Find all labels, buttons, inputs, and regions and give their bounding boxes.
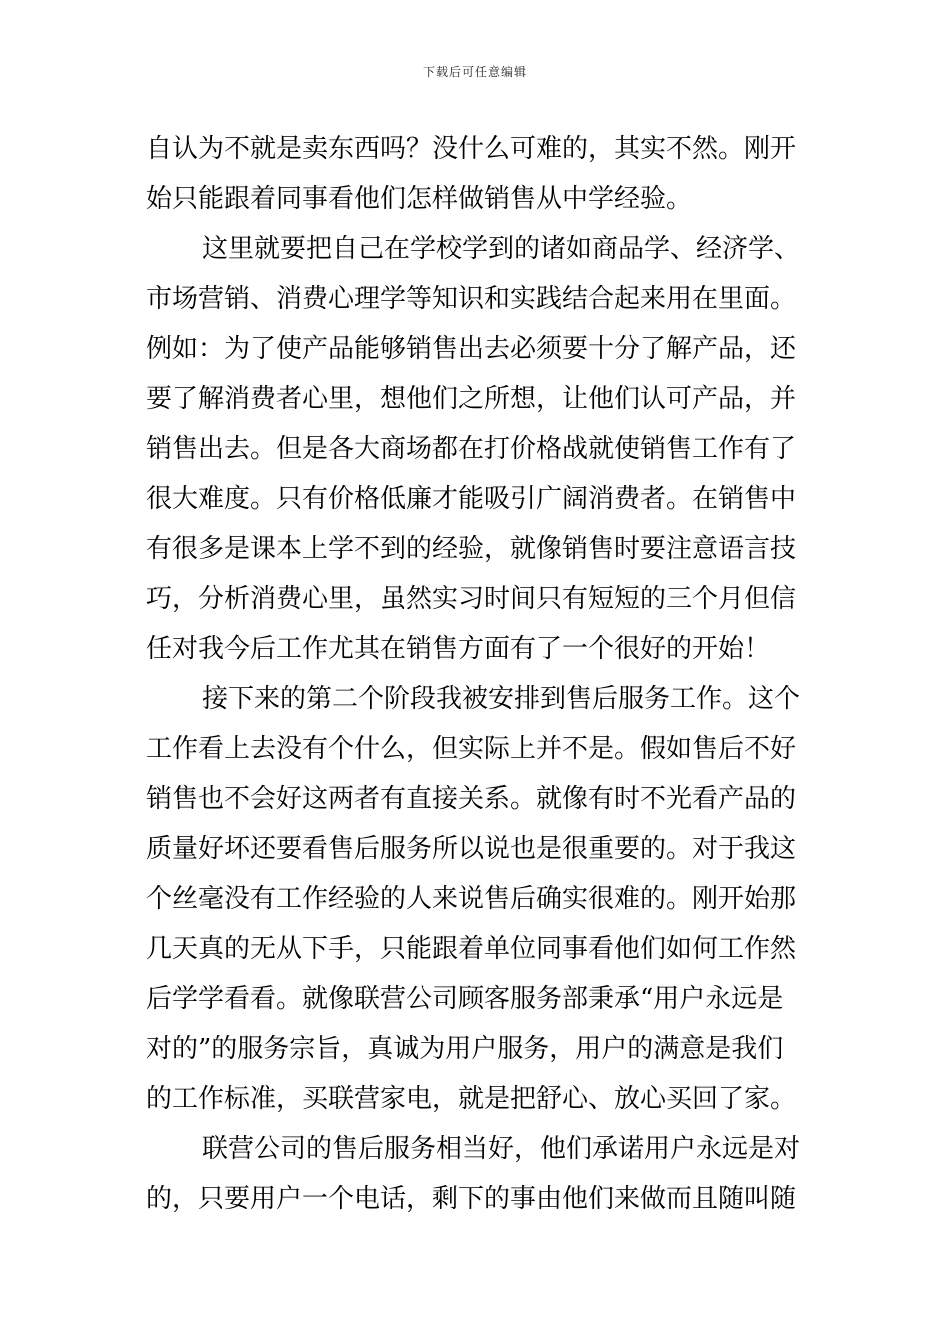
text-line: 这里就要把自己在学校学到的诸如商品学、经济学、 (202, 234, 801, 264)
paragraph-3 (146, 674, 806, 1124)
paragraph-4 (146, 1124, 806, 1224)
text-line: 市场营销、消费心理学等知识和实践结合起来用在里面。 (146, 284, 797, 314)
text-line: 自认为不就是卖东西吗？没什么可难的，其实不然。刚开 (146, 134, 797, 164)
text-line: 接下来的第二个阶段我被安排到售后服务工作。这个 (202, 684, 801, 714)
text-line: 个丝毫没有工作经验的人来说售后确实很难的。刚开始那 (146, 884, 797, 914)
text-line: 很大难度。只有价格低廉才能吸引广阔消费者。在销售中 (146, 484, 797, 514)
text-line: 巧，分析消费心里，虽然实习时间只有短短的三个月但信 (146, 584, 797, 614)
text-line: 销售出去。但是各大商场都在打价格战就使销售工作有了 (146, 434, 797, 464)
text-line: 销售也不会好这两者有直接关系。就像有时不光看产品的 (146, 784, 797, 814)
text-line: 有很多是课本上学不到的经验，就像销售时要注意语言技 (146, 534, 797, 564)
text-line: 的，只要用户一个电话，剩下的事由他们来做而且随叫随 (146, 1184, 797, 1214)
page-header: 下载后可任意编辑 (422, 65, 527, 79)
document-body (146, 124, 806, 1224)
paragraph-1 (146, 124, 806, 224)
text-line: 例如：为了使产品能够销售出去必须要十分了解产品，还 (146, 334, 797, 364)
text-line: 对的”的服务宗旨，真诚为用户服务，用户的满意是我们 (146, 1034, 784, 1064)
text-line: 后学学看看。就像联营公司顾客服务部秉承“用户永远是 (146, 984, 784, 1014)
text-line: 要了解消费者心里，想他们之所想，让他们认可产品，并 (146, 384, 797, 414)
text-line: 的工作标准，买联营家电，就是把舒心、放心买回了家。 (146, 1084, 797, 1114)
text-line: 质量好坏还要看售后服务所以说也是很重要的。对于我这 (146, 834, 797, 864)
text-line: 几天真的无从下手，只能跟着单位同事看他们如何工作然 (146, 934, 797, 964)
text-line: 工作看上去没有个什么，但实际上并不是。假如售后不好 (146, 734, 797, 764)
text-line: 任对我今后工作尤其在销售方面有了一个很好的开始！ (146, 634, 771, 664)
paragraph-2 (146, 224, 806, 674)
text-line: 始只能跟着同事看他们怎样做销售从中学经验。 (146, 184, 693, 214)
text-line: 联营公司的售后服务相当好，他们承诺用户永远是对 (202, 1134, 801, 1164)
